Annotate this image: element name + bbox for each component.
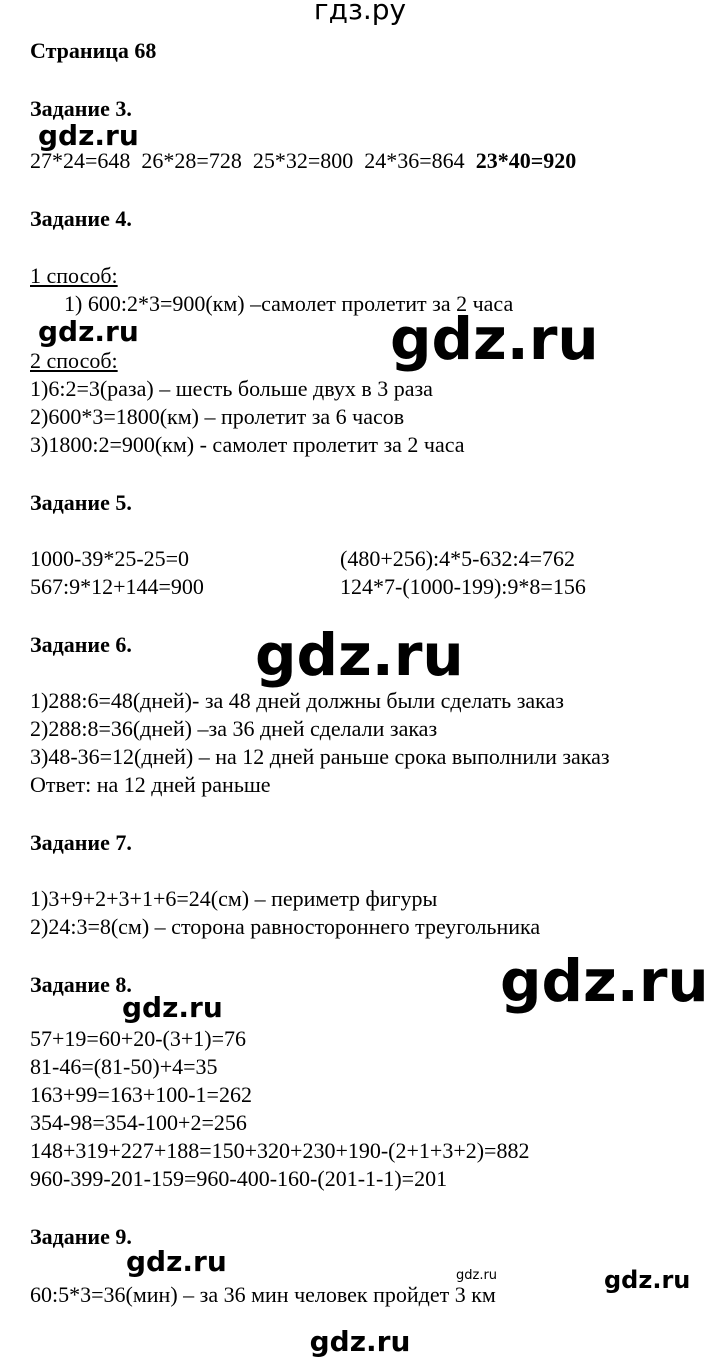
task-9-title: Задание 9. xyxy=(30,1224,132,1249)
task-3-line xyxy=(30,148,576,174)
task-5-right-line: 124*7-(1000-199):9*8=156 xyxy=(340,574,586,599)
task-3-item: 26*28=728 xyxy=(141,148,242,173)
task-3-item: 24*36=864 xyxy=(364,148,465,173)
task-4-method-2-line: 1)6:2=3(раза) – шесть больше двух в 3 раза xyxy=(30,376,433,401)
watermark: gdz.ru xyxy=(38,119,139,152)
task-6-line: 3)48-36=12(дней) – на 12 дней раньше срока выполнили заказ xyxy=(30,744,610,769)
footer-watermark: gdz.ru xyxy=(309,1325,411,1358)
task-8-line: 81-46=(81-50)+4=35 xyxy=(30,1054,218,1079)
task-8-title: Задание 8. xyxy=(30,972,132,997)
watermark: gdz.ru xyxy=(456,1268,498,1283)
task-5-right-line: (480+256):4*5-632:4=762 xyxy=(340,546,576,571)
task-4-method-2-label: 2 способ: xyxy=(30,348,118,373)
task-3-item: 25*32=800 xyxy=(252,148,354,173)
task-7-line: 1)3+9+2+3+1+6=24(см) – периметр фигуры xyxy=(30,886,438,911)
watermark: gdz.ru xyxy=(38,315,139,348)
task-4-method-1-label: 1 способ: xyxy=(30,263,118,288)
task-8-line: 354-98=354-100+2=256 xyxy=(30,1110,247,1135)
task-4-method-2-line: 2)600*3=1800(км) – пролетит за 6 часов xyxy=(30,404,405,429)
watermark: gdz.ru xyxy=(390,305,599,373)
task-3-item: 27*24=648 xyxy=(30,148,131,173)
site-header: гдз.ру xyxy=(313,0,407,26)
task-5-left-line: 567:9*12+144=900 xyxy=(30,574,204,599)
task-6-line: 2)288:8=36(дней) –за 36 дней сделали заказ xyxy=(30,716,438,741)
task-8-line: 148+319+227+188=150+320+230+190-(2+1+3+2)=882 xyxy=(30,1138,530,1163)
task-8-line: 960-399-201-159=960-400-160-(201-1-1)=201 xyxy=(30,1166,448,1191)
task-7-title: Задание 7. xyxy=(30,830,132,855)
task-8-line: 163+99=163+100-1=262 xyxy=(30,1082,252,1107)
task-6-title: Задание 6. xyxy=(30,632,132,657)
task-9-line: 60:5*3=36(мин) – за 36 мин человек пройдет 3 км xyxy=(30,1282,496,1307)
task-4-title: Задание 4. xyxy=(30,206,132,231)
watermark: gdz.ru xyxy=(255,621,464,689)
page-title: Страница 68 xyxy=(30,38,157,63)
task-6-line: 1)288:6=48(дней)- за 48 дней должны были сделать заказ xyxy=(30,688,564,713)
task-5-left-line: 1000-39*25-25=0 xyxy=(30,546,190,571)
task-8-line: 57+19=60+20-(3+1)=76 xyxy=(30,1026,247,1051)
task-3-title: Задание 3. xyxy=(30,96,132,121)
task-4-method-2-line: 3)1800:2=900(км) - самолет пролетит за 2 часа xyxy=(30,432,465,457)
task-4-method-1-line: 1) 600:2*3=900(км) –самолет пролетит за 2 часа xyxy=(64,291,514,316)
task-6-answer: Ответ: на 12 дней раньше xyxy=(30,772,271,797)
task-3-item-bold: 23*40=920 xyxy=(475,148,577,173)
task-7-line: 2)24:3=8(см) – сторона равностороннего треугольника xyxy=(30,914,541,939)
watermark: gdz.ru xyxy=(122,991,223,1024)
watermark: gdz.ru xyxy=(500,947,709,1015)
task-5-title: Задание 5. xyxy=(30,490,132,515)
watermark: gdz.ru xyxy=(126,1245,227,1278)
watermark: gdz.ru xyxy=(604,1266,691,1294)
